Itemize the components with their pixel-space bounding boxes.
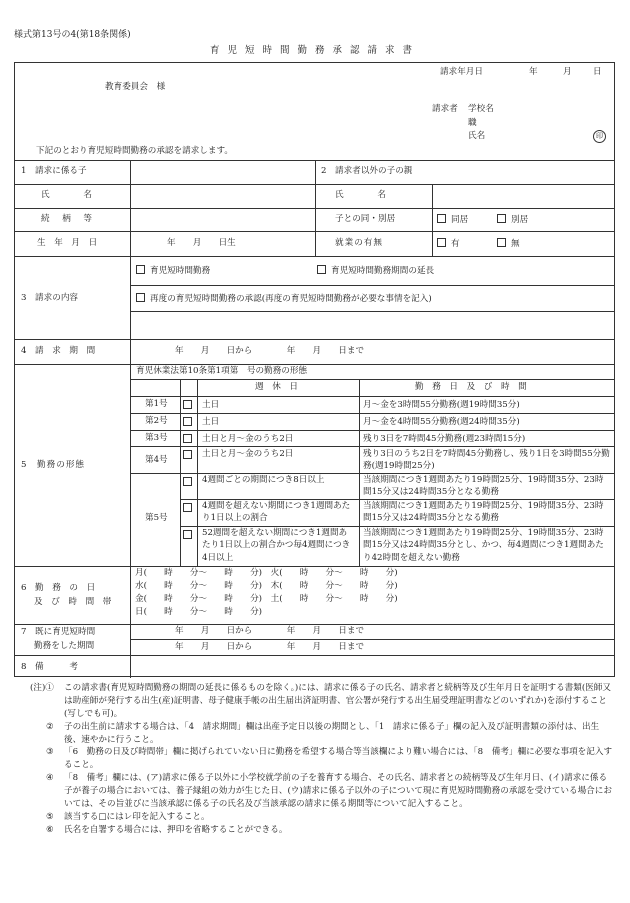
sec1-relation-label: 続 柄 等 [41, 214, 94, 224]
sec3-opt3-checkbox[interactable] [136, 293, 145, 302]
work-yes-option[interactable] [437, 238, 460, 250]
sec5-rest-2: 土日 [202, 417, 220, 427]
sec6-label-1: 6 勤 務 の 日 [21, 583, 96, 593]
sec5-rest-6: 4週間を超えない期間につき1週間あたり1日以上の割合 [202, 501, 351, 524]
recipient: 教育委員会 様 [105, 82, 166, 92]
sec3-opt3-label: 再度の育児短時間勤務の承認(再度の育児短時間勤務が必要な事情を記入) [150, 294, 432, 304]
date-day: 日 [593, 67, 602, 77]
sec5-work-5: 当該期間につき1週間あたり19時間25分、19時間35分、23時間15分又は24時間35分となる勤務 [363, 475, 604, 498]
sec7-line-2: 年 月 日から 年 月 日まで [175, 642, 365, 652]
page-title: 育児短時間勤務承認請求書 [209, 45, 420, 56]
note-4 [46, 772, 614, 811]
work-no-label: 無 [511, 239, 520, 249]
work-yes-label: 有 [451, 239, 460, 249]
sec5-rest-7: 52週間を超えない期間につき1週間あたり1日以上の割合かつ毎4週間につき4日以上 [202, 528, 351, 563]
sec5-rest-4: 土日と月～金のうち2日 [202, 449, 294, 459]
sec8-label: 8 備 考 [21, 662, 79, 672]
sec7-label-2: 勤務をした期間 [34, 641, 95, 651]
sec5-rest-1: 土日 [202, 400, 220, 410]
sec5-group-1: 第1号 [145, 399, 168, 409]
sec5-rest-5: 4週間ごとの期間につき8日以上 [202, 475, 325, 485]
sec2-work-label: 就業の有無 [335, 238, 383, 248]
note-2-text: 子の出生前に請求する場合は、「4 請求期間」欄は出産予定日以後の期間とし、「1 請求に係る子」欄の記入及び証明書類の添付は、出生後、速やかに行うこと。 [64, 721, 600, 745]
sec2-cohabit-label: 子との同・別居 [335, 214, 396, 224]
sec1-birthdate-label: 生 年 月 日 [37, 238, 98, 248]
sec2-title: 2 請求者以外の子の親 [321, 166, 413, 176]
sec2-name-label: 氏 名 [335, 190, 388, 200]
sec5-work-6: 当該期間につき1週間あたり19時間25分、19時間35分、23時間15分又は24時間35分となる勤務 [363, 501, 604, 524]
work-no-option[interactable] [497, 238, 520, 250]
sec5-col-work: 勤 務 日 及 び 時 間 [415, 382, 527, 392]
sec5-row2-checkbox[interactable] [183, 417, 192, 426]
sec5-group-5: 第5号 [145, 513, 168, 523]
work-yes-checkbox[interactable] [437, 238, 446, 247]
request-form [14, 62, 615, 677]
seal-mark: 印 [593, 130, 606, 143]
note-4-text: 「8 備考」欄には、(ア)請求に係る子以外に小学校就学前の子を養育する場合、その氏名、請求者との続柄等及び生年月日、(イ)請求に係る子が養子の場合においては、養子縁組の効力が生じた日、(ウ)請求に係る子以外の子について現に育児短時間勤務の承認を受けている場合においては、その旨並びに当該承認に係る子の氏名及び当該承認の請求に係る期間等について記入すること。 [64, 773, 612, 810]
sec1-title: 1 請求に係る子 [21, 166, 87, 176]
sec5-row4-checkbox[interactable] [183, 450, 192, 459]
requester-label: 請求者 [432, 104, 458, 114]
sec7-line-1: 年 月 日から 年 月 日まで [175, 626, 365, 636]
date-label: 請求年月日 [440, 67, 483, 77]
sec5-row7-checkbox[interactable] [183, 530, 192, 539]
sec3-opt3[interactable] [136, 293, 432, 305]
date-year: 年 [529, 67, 538, 77]
sec4-label: 4 請 求 期 間 [21, 346, 96, 356]
notes-section [30, 682, 614, 837]
sec6-line-1: 月( 時 分～ 時 分) 火( 時 分～ 時 分) [135, 568, 398, 578]
school-name-label: 学校名 [468, 104, 494, 114]
sec3-opt1[interactable] [136, 265, 210, 277]
note-6-text: 氏名を自署する場合には、押印を省略することができる。 [64, 824, 288, 835]
sec5-work-3: 残り3日を7時間45分勤務(週23時間15分) [363, 434, 526, 444]
note-5-number: ⑤ [46, 811, 54, 822]
sec6-label-2: 及 び 時 間 帯 [34, 597, 112, 607]
note-6-number: ⑥ [46, 824, 54, 835]
cohabit-yes-label: 同居 [451, 215, 469, 225]
work-no-checkbox[interactable] [497, 238, 506, 247]
cohabit-no-option[interactable] [497, 214, 528, 226]
sec5-work-4: 残り3日のうち2日を7時間45分勤務し、残り1日を3時間55分勤務(週19時間25分) [363, 449, 610, 472]
sec4-value: 年 月 日から 年 月 日まで [175, 346, 365, 356]
sec5-work-1: 月～金を3時間55分勤務(週19時間35分) [363, 400, 520, 410]
sec6-line-3: 金( 時 分～ 時 分) 土( 時 分～ 時 分) [135, 594, 398, 604]
note-3 [46, 746, 614, 772]
note-3-number: ③ [46, 747, 54, 758]
cohabit-yes-checkbox[interactable] [437, 214, 446, 223]
sec6-line-2: 水( 時 分～ 時 分) 木( 時 分～ 時 分) [135, 581, 398, 591]
sec1-name-label: 氏 名 [41, 190, 94, 200]
note-2 [46, 721, 614, 747]
sec3-opt1-label: 育児短時間勤務 [150, 266, 211, 276]
sec5-col-rest: 週 休 日 [255, 382, 298, 392]
note-5-text: 該当する□にはレ印を記入すること。 [64, 811, 210, 822]
cohabit-no-checkbox[interactable] [497, 214, 506, 223]
note-2-number: ② [46, 721, 54, 732]
sec5-row3-checkbox[interactable] [183, 434, 192, 443]
sec5-work-2: 月～金を4時間55分勤務(週24時間35分) [363, 417, 520, 427]
cohabit-yes-option[interactable] [437, 214, 468, 226]
note-1-number: (注)① [30, 683, 54, 693]
sec5-row1-checkbox[interactable] [183, 400, 192, 409]
sec5-row6-checkbox[interactable] [183, 503, 192, 512]
note-4-number: ④ [46, 773, 54, 784]
sec1-birthdate-value: 年 月 日生 [167, 238, 236, 248]
sec7-label-1: 7 既に育児短時間 [21, 627, 96, 637]
sec3-opt2-checkbox[interactable] [317, 265, 326, 274]
sec5-work-7: 当該期間につき1週間あたり19時間25分、19時間35分、23時間15分又は24時間35分とし、かつ、毎4週間につき1週間あたり42時間を超えない勤務 [363, 528, 604, 563]
sec5-label: 5 勤務の形態 [21, 460, 86, 470]
sec3-opt1-checkbox[interactable] [136, 265, 145, 274]
sec5-rest-3: 土日と月～金のうち2日 [202, 434, 294, 444]
style-number: 様式第13号の4(第18条関係) [14, 30, 131, 40]
date-month: 月 [563, 67, 572, 77]
note-1-text: この請求書(育児短時間勤務の期間の延長に係るものを除く。)には、請求に係る子の氏名、請求者と続柄等及び生年月日を証明する書類(医師又は助産師が発行する出生(産)証明書、母子健康手帳の出生届出済証明書、官公署が発行する出生届受理証明書などのいずれか)を添付すること(写しでも可)。 [64, 683, 611, 719]
note-1 [30, 682, 614, 721]
sec5-law-text: 育児休業法第10条第1項第 号の勤務の形態 [136, 366, 308, 376]
sec3-opt2-label: 育児短時間勤務期間の延長 [331, 266, 435, 276]
sec5-group-3: 第3号 [145, 433, 168, 443]
sec5-group-2: 第2号 [145, 416, 168, 426]
request-statement: 下記のとおり育児短時間勤務の承認を請求します。 [36, 146, 233, 156]
job-label: 職 [468, 118, 477, 128]
note-3-text: 「6 勤務の日及び時間帯」欄に掲げられていない日に勤務を希望する場合等当該欄により難い場合には、「8 備考」欄に必要な事項を記入すること。 [64, 747, 613, 771]
sec5-row5-checkbox[interactable] [183, 477, 192, 486]
sec5-group-4: 第4号 [145, 455, 168, 465]
sec3-opt2[interactable] [317, 265, 434, 277]
requester-name-label: 氏名 [468, 131, 486, 141]
note-6 [46, 824, 614, 837]
note-5 [46, 811, 614, 824]
sec6-line-4: 日( 時 分～ 時 分) [135, 607, 263, 617]
cohabit-no-label: 別居 [511, 215, 529, 225]
sec3-label: 3 請求の内容 [21, 293, 79, 303]
